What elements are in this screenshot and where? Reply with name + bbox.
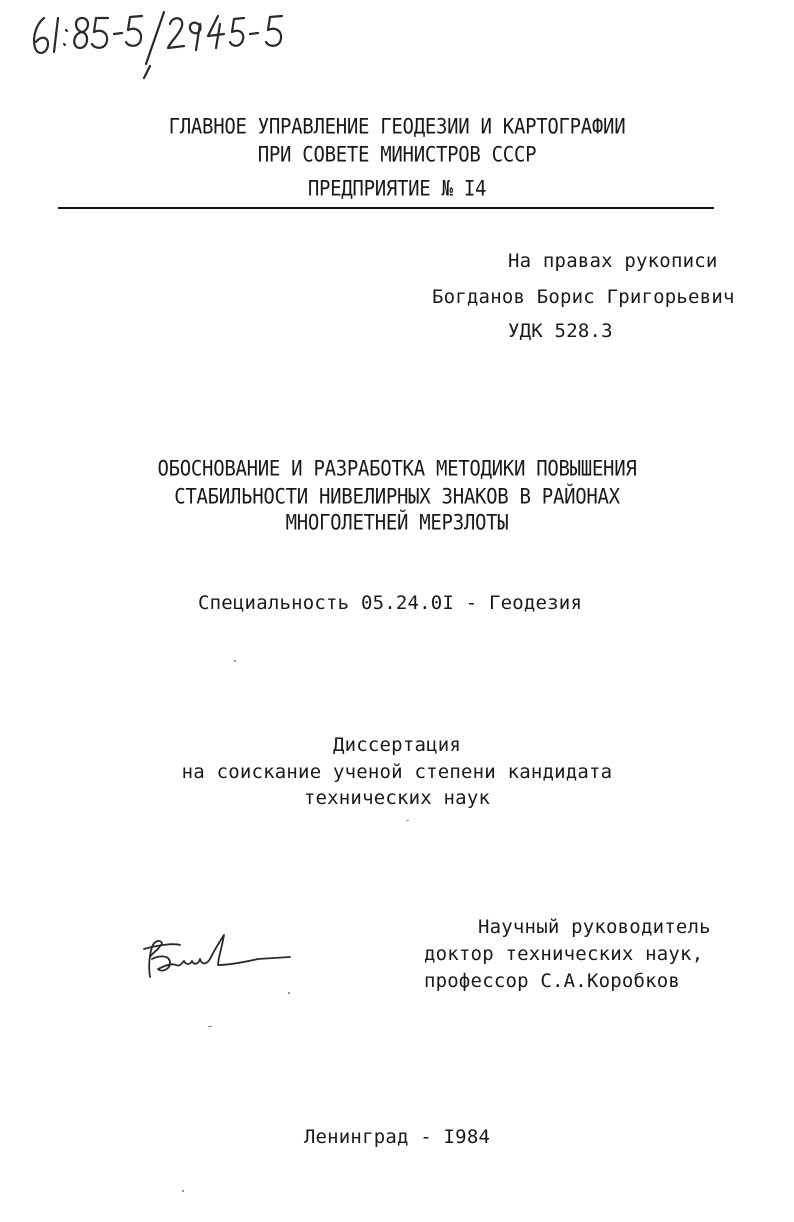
archive-mark-handwriting — [22, 4, 292, 84]
udc-code: УДК 528.3 — [508, 320, 613, 342]
dissertation-line-2: на соискание ученой степени кандидата — [181, 761, 613, 783]
scan-speck — [208, 1026, 212, 1027]
place-and-year: Ленинград - I984 — [303, 1126, 491, 1148]
specialty: Специальность 05.24.0I - Геодезия — [198, 592, 583, 614]
scan-speck — [406, 820, 409, 821]
enterprise-number: ПРЕДПРИЯТИЕ № I4 — [307, 176, 487, 202]
supervisor-line-2: доктор технических наук, — [424, 943, 704, 965]
supervisor-line-1: Научный руководитель — [478, 916, 711, 938]
dissertation-line-1: Диссертация — [332, 734, 462, 756]
author-name: Богданов Борис Григорьевич — [432, 286, 735, 308]
header-divider — [58, 207, 714, 209]
dissertation-line-3: технических наук — [303, 787, 491, 809]
organization-line-2: ПРИ СОВЕТЕ МИНИСТРОВ СССР — [257, 142, 537, 168]
supervisor-line-3: профессор С.А.Коробков — [424, 970, 681, 992]
title-line-2: СТАБИЛЬНОСТИ НИВЕЛИРНЫХ ЗНАКОВ В РАЙОНАХ — [174, 484, 620, 510]
organization-line-1: ГЛАВНОЕ УПРАВЛЕНИЕ ГЕОДЕЗИИ И КАРТОГРАФИИ — [168, 114, 626, 140]
scan-speck — [182, 1190, 184, 1192]
scan-speck — [234, 660, 236, 662]
title-line-3: МНОГОЛЕТНЕЙ МЕРЗЛОТЫ — [285, 510, 509, 536]
manuscript-rights: На правах рукописи — [508, 250, 718, 272]
title-line-1: ОБОСНОВАНИЕ И РАЗРАБОТКА МЕТОДИКИ ПОВЫШЕНИЯ — [157, 456, 637, 482]
scan-speck — [288, 992, 290, 994]
signature — [140, 925, 295, 990]
